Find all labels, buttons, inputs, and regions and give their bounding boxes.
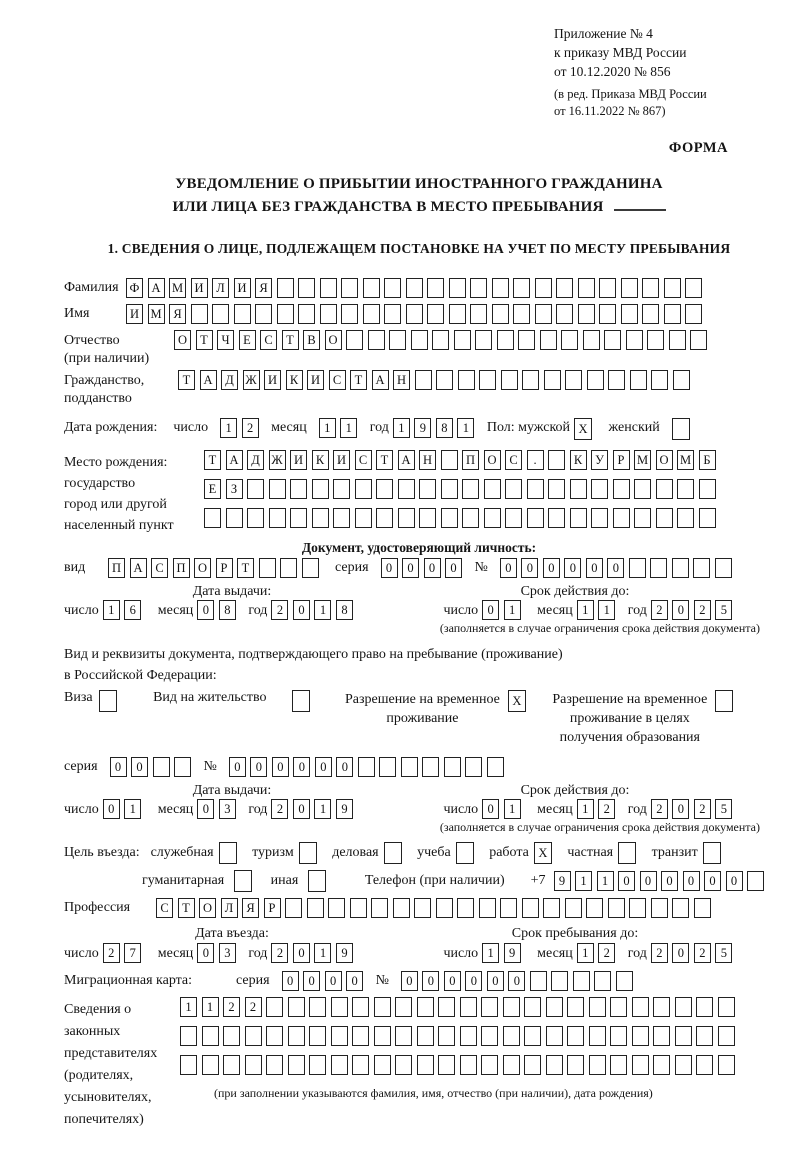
- citizenship-label-line-2: подданство: [64, 391, 132, 407]
- birth-place-rows: [204, 450, 720, 528]
- valid-day-label: число: [443, 602, 479, 618]
- birth-month-boxes[interactable]: 1 1: [319, 418, 362, 438]
- title-blank-underline: [614, 197, 666, 211]
- birth-month-label: месяц: [271, 420, 307, 436]
- identity-issue-date: [64, 600, 357, 620]
- purpose-private-checkbox[interactable]: [618, 842, 641, 864]
- representatives-note: (при заполнении указываются фамилия, имя, отчество (при наличии), дата рождения): [214, 1085, 653, 1100]
- purpose-private-label: частная: [567, 845, 614, 861]
- field-birth-place: [64, 450, 774, 536]
- purpose-humanitarian-checkbox[interactable]: [234, 870, 257, 892]
- issue-month-label: месяц: [157, 602, 194, 618]
- entry-month-boxes[interactable]: 0 3: [197, 943, 240, 963]
- purpose-transit-checkbox[interactable]: [703, 842, 726, 864]
- residence-issue-year-boxes[interactable]: 2 0 1 9: [271, 799, 357, 819]
- birth-place-row-1[interactable]: Т А Д Ж И К И С Т А Н П О С . К У Р М О М Б: [204, 450, 720, 470]
- residence-valid-month-boxes[interactable]: 1 2: [577, 799, 620, 819]
- temp-permit-checkbox[interactable]: X: [508, 690, 531, 712]
- purpose-tourism-checkbox[interactable]: [299, 842, 322, 864]
- residence-valid-year-label: год: [627, 801, 647, 817]
- birth-place-label-line-1: Место рождения:: [64, 455, 168, 471]
- residence-issue-date: [64, 799, 357, 819]
- surname-boxes[interactable]: Ф А М И Л И Я: [126, 278, 707, 298]
- field-citizenship: [64, 370, 774, 408]
- residence-issue-year-label: год: [248, 801, 268, 817]
- field-surname: [64, 278, 774, 298]
- citizenship-boxes[interactable]: Т А Д Ж И К И С Т А Н: [178, 370, 694, 390]
- header-line-3: от 10.12.2020 № 856: [554, 64, 671, 79]
- temp-permit-label-line-2: проживание: [386, 710, 459, 726]
- birth-year-boxes[interactable]: 1 9 8 1: [393, 418, 479, 438]
- field-identity-doc: [64, 558, 774, 578]
- representatives-row-1[interactable]: 1 1 2 2: [180, 997, 739, 1017]
- form-title: [64, 173, 774, 219]
- sex-female-checkbox[interactable]: [672, 418, 695, 440]
- patronymic-label: [64, 330, 174, 368]
- residence-permit-label: Вид на жительство: [153, 689, 267, 705]
- residence-series-boxes[interactable]: 0 0: [110, 757, 196, 777]
- profession-label: Профессия: [64, 900, 131, 916]
- entry-month-label: месяц: [157, 945, 194, 961]
- identity-date-headings: [64, 584, 774, 600]
- residence-valid-year-boxes[interactable]: 2 0 2 5: [651, 799, 737, 819]
- option-visa: [64, 690, 121, 712]
- representatives-label-line-2: законных: [64, 1023, 121, 1039]
- representatives-label-line-4: (родителях,: [64, 1067, 134, 1083]
- header-note-line-1: (в ред. Приказа МВД России: [554, 87, 707, 101]
- birth-place-row-2[interactable]: Е З: [204, 479, 720, 499]
- temp-permit-label: [345, 690, 500, 728]
- profession-boxes[interactable]: С Т О Л Я Р: [156, 898, 715, 918]
- birth-place-label-line-2: государство: [64, 476, 136, 492]
- field-entry-purpose: [64, 842, 774, 864]
- header-reference: [554, 24, 774, 120]
- purpose-business-label: деловая: [332, 845, 379, 861]
- residence-issue-day-boxes[interactable]: 0 1: [103, 799, 146, 819]
- phone-prefix: +7: [530, 873, 546, 889]
- identity-issue-heading: Дата выдачи:: [192, 583, 272, 599]
- residence-issue-month-label: месяц: [157, 801, 194, 817]
- purpose-study-label: учеба: [417, 845, 451, 861]
- identity-series-boxes[interactable]: 0 0 0 0: [381, 558, 467, 578]
- entry-date-heading: Дата въезда:: [195, 926, 269, 942]
- migration-card-label: Миграционная карта:: [64, 972, 193, 988]
- stay-month-label: месяц: [537, 945, 573, 961]
- education-permit-checkbox[interactable]: [715, 690, 738, 712]
- birth-date-label: Дата рождения:: [64, 420, 158, 436]
- field-representatives: [64, 997, 774, 1131]
- header-line-2: к приказу МВД России: [554, 45, 687, 60]
- identity-valid-month-boxes[interactable]: 1 1: [577, 600, 620, 620]
- header-revision-note: [554, 86, 774, 120]
- education-permit-label-line-3: получения образования: [559, 729, 700, 745]
- identity-valid-year-boxes[interactable]: 2 0 2 5: [651, 600, 737, 620]
- residence-valid-day-label: число: [443, 801, 479, 817]
- representatives-label-line-3: представителях: [64, 1045, 158, 1061]
- valid-month-label: месяц: [537, 602, 573, 618]
- section1-heading: 1. СВЕДЕНИЯ О ЛИЦЕ, ПОДЛЕЖАЩЕМ ПОСТАНОВКЕ НА УЧЕТ ПО МЕСТУ ПРЕБЫВАНИЯ: [107, 240, 731, 256]
- option-education-permit: [552, 690, 737, 747]
- field-migration-card: [64, 971, 774, 991]
- form-title-line-2-text: ИЛИ ЛИЦА БЕЗ ГРАЖДАНСТВА В МЕСТО ПРЕБЫВАНИЯ: [172, 198, 604, 215]
- sex-male-label: Пол: мужской: [486, 420, 571, 436]
- visa-label: Виза: [64, 689, 93, 705]
- purpose-official-checkbox[interactable]: [219, 842, 242, 864]
- identity-doc-heading: Документ, удостоверяющий личность:: [301, 540, 537, 556]
- identity-validity-note: (заполняется в случае ограничения срока действия документа): [439, 620, 760, 635]
- firstname-label: Имя: [64, 306, 90, 322]
- purpose-study-checkbox[interactable]: [456, 842, 479, 864]
- entry-day-boxes[interactable]: 2 7: [103, 943, 146, 963]
- option-residence-permit: [153, 690, 315, 712]
- purpose-work-checkbox[interactable]: X: [534, 842, 557, 864]
- citizenship-label-line-1: Гражданство,: [64, 373, 145, 389]
- entry-year-label: год: [248, 945, 268, 961]
- birth-year-label: год: [369, 420, 389, 436]
- identity-dates-row: [64, 600, 774, 620]
- field-profession: [64, 898, 774, 918]
- stay-year-boxes[interactable]: 2 0 2 5: [651, 943, 737, 963]
- residence-series-label: серия: [64, 758, 98, 774]
- representatives-right: [180, 997, 739, 1101]
- identity-kind-label: вид: [64, 559, 86, 575]
- form-title-line-2: [64, 196, 774, 219]
- representatives-row-2[interactable]: [180, 1026, 739, 1046]
- stay-year-label: год: [627, 945, 647, 961]
- issue-year-label: год: [248, 602, 268, 618]
- residence-permit-checkbox[interactable]: [292, 690, 315, 712]
- stay-day-label: число: [443, 945, 479, 961]
- surname-label: Фамилия: [64, 280, 119, 296]
- stay-day-boxes[interactable]: 1 9: [482, 943, 525, 963]
- residence-valid-day-boxes[interactable]: 0 1: [482, 799, 525, 819]
- form-label: ФОРМА: [668, 140, 728, 156]
- residence-doc-intro: [64, 644, 774, 686]
- residence-valid-month-label: месяц: [537, 801, 573, 817]
- identity-number-label: №: [474, 559, 488, 575]
- entry-year-boxes[interactable]: 2 0 1 9: [271, 943, 357, 963]
- representatives-label-line-6: попечителях): [64, 1111, 144, 1127]
- purpose-official-label: служебная: [150, 845, 214, 861]
- sex-female-label: женский: [608, 420, 660, 436]
- purpose-other-label: иная: [270, 873, 299, 889]
- entry-dates-row: [64, 943, 774, 963]
- purpose-tourism-label: туризм: [252, 845, 294, 861]
- identity-valid-day-boxes[interactable]: 0 1: [482, 600, 525, 620]
- entry-date: [64, 943, 357, 963]
- identity-issue-day-boxes[interactable]: 1 6: [103, 600, 146, 620]
- firstname-boxes[interactable]: И М Я: [126, 304, 707, 324]
- residence-issue-month-boxes[interactable]: 0 3: [197, 799, 240, 819]
- representatives-label-line-1: Сведения о: [64, 1001, 132, 1017]
- residence-number-label: №: [203, 758, 217, 774]
- identity-valid-date: [443, 600, 736, 620]
- identity-valid-heading: Срок действия до:: [520, 583, 630, 599]
- stay-until-date: [443, 943, 736, 963]
- representatives-label: [64, 997, 180, 1131]
- residence-doc-options: [64, 690, 774, 747]
- issue-day-label: число: [64, 602, 99, 618]
- field-firstname: [64, 304, 774, 324]
- field-patronymic: [64, 330, 774, 368]
- residence-intro-line-2: в Российской Федерации:: [64, 667, 217, 683]
- representatives-rows: [180, 997, 739, 1075]
- purpose-business-checkbox[interactable]: [384, 842, 407, 864]
- entry-date-headings: [64, 926, 774, 942]
- residence-valid-date: [443, 799, 736, 819]
- identity-issue-year-boxes[interactable]: 2 0 1 8: [271, 600, 357, 620]
- education-permit-label-line-1: Разрешение на временное: [552, 691, 708, 707]
- migration-number-label: №: [375, 972, 389, 988]
- birth-place-row-3[interactable]: [204, 508, 720, 528]
- identity-kind-boxes[interactable]: П А С П О Р Т: [108, 558, 323, 578]
- identity-number-boxes[interactable]: 0 0 0 0 0 0: [500, 558, 737, 578]
- purpose-work-label: работа: [489, 845, 529, 861]
- citizenship-label: [64, 370, 178, 408]
- representatives-label-line-5: усыновителях,: [64, 1089, 152, 1105]
- purpose-other-checkbox[interactable]: [308, 870, 331, 892]
- field-birth-date: [64, 418, 774, 440]
- residence-issue-day-label: число: [64, 801, 99, 817]
- birth-place-label-line-3: город или другой: [64, 497, 167, 513]
- temp-permit-label-line-1: Разрешение на временное: [344, 691, 500, 707]
- stay-until-heading: Срок пребывания до:: [511, 926, 639, 942]
- purpose-humanitarian-label: гуманитарная: [142, 873, 225, 889]
- patronymic-boxes[interactable]: О Т Ч Е С Т В О: [174, 330, 712, 350]
- migration-series-label: серия: [236, 972, 270, 988]
- education-permit-label: [552, 690, 707, 747]
- birth-day-boxes[interactable]: 1 2: [220, 418, 263, 438]
- field-residence-series-number: [64, 757, 774, 777]
- identity-issue-month-boxes[interactable]: 0 8: [197, 600, 240, 620]
- form-title-line-1: УВЕДОМЛЕНИЕ О ПРИБЫТИИ ИНОСТРАННОГО ГРАЖДАНИНА: [175, 175, 663, 192]
- purpose-label: Цель въезда:: [64, 845, 140, 861]
- representatives-row-3[interactable]: [180, 1055, 739, 1075]
- birth-place-label: [64, 450, 204, 536]
- residence-valid-heading: Срок действия до:: [520, 782, 630, 798]
- sex-male-checkbox[interactable]: X: [574, 418, 597, 440]
- field-entry-purpose-2: [64, 870, 774, 892]
- purpose-transit-label: транзит: [651, 845, 698, 861]
- phone-boxes[interactable]: 9 1 1 0 0 0 0 0 0: [554, 871, 769, 891]
- valid-year-label: год: [627, 602, 647, 618]
- option-temp-residence-permit: [345, 690, 530, 728]
- entry-day-label: число: [64, 945, 99, 961]
- header-line-1: Приложение № 4: [554, 26, 653, 41]
- visa-checkbox[interactable]: [99, 690, 122, 712]
- residence-date-headings: [64, 783, 774, 799]
- patronymic-label-line-2: (при наличии): [64, 351, 150, 367]
- birth-day-label: число: [173, 420, 209, 436]
- stay-month-boxes[interactable]: 1 2: [577, 943, 620, 963]
- education-permit-label-line-2: проживание в целях: [569, 710, 690, 726]
- patronymic-label-line-1: Отчество: [64, 333, 120, 349]
- residence-number-boxes[interactable]: 0 0 0 0 0 0: [229, 757, 509, 777]
- residence-intro-line-1: Вид и реквизиты документа, подтверждающего право на пребывание (проживание): [64, 646, 563, 662]
- phone-label: Телефон (при наличии): [364, 873, 505, 889]
- migration-number-boxes[interactable]: 0 0 0 0 0 0: [401, 971, 638, 991]
- residence-validity-note: (заполняется в случае ограничения срока действия документа): [439, 819, 760, 834]
- identity-series-label: серия: [335, 559, 369, 575]
- residence-issue-heading: Дата выдачи:: [192, 782, 272, 798]
- birth-place-label-line-4: населенный пункт: [64, 518, 174, 534]
- migration-series-boxes[interactable]: 0 0 0 0: [282, 971, 368, 991]
- header-note-line-2: от 16.11.2022 № 867): [554, 104, 666, 118]
- residence-dates-row: [64, 799, 774, 819]
